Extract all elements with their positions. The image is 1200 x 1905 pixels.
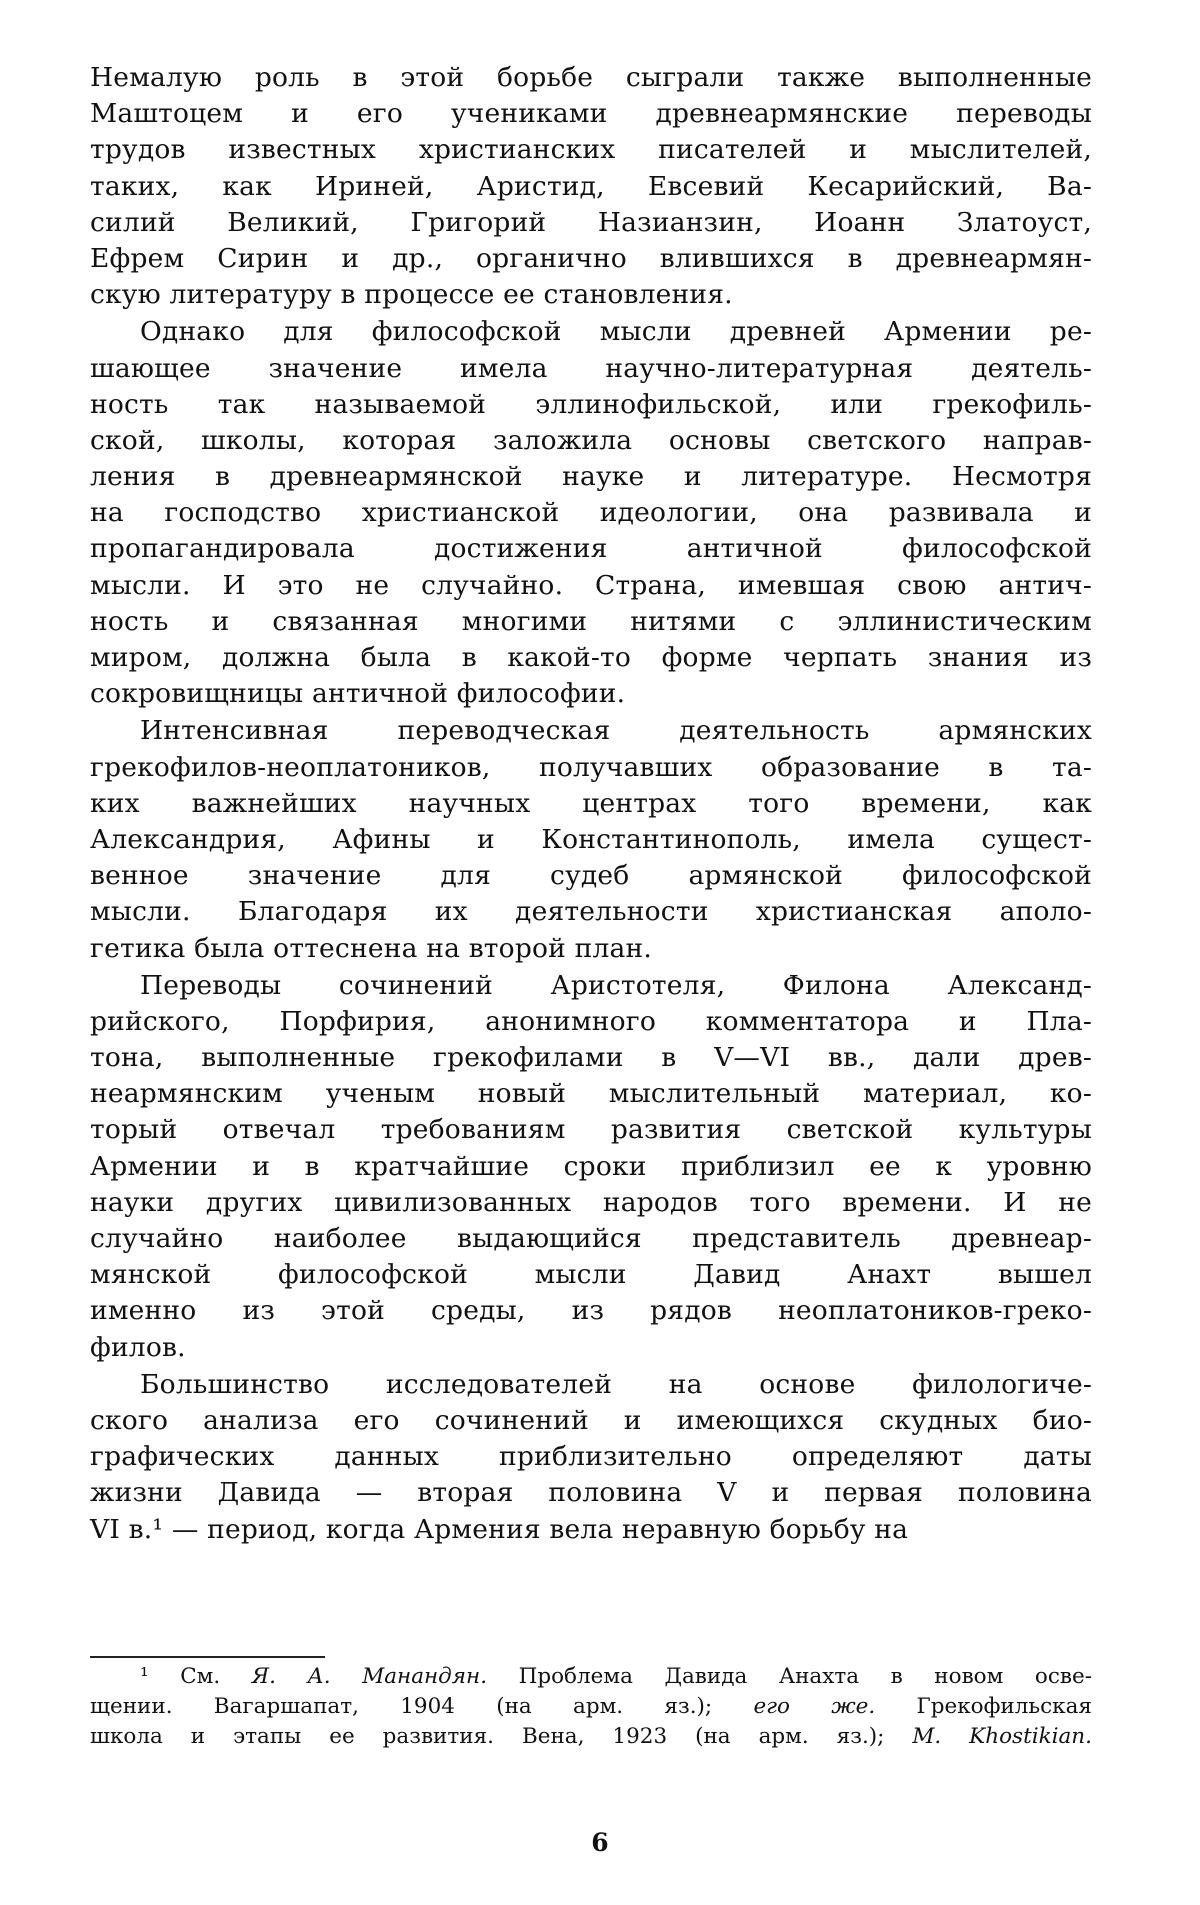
text-line: силий Великий, Григорий Назианзин, Иоанн Златоуст, — [90, 206, 1092, 238]
text-line: ких важнейших научных центрах того времени, как — [90, 787, 1092, 819]
text-line: сокровищницы античной философии. — [90, 678, 626, 710]
text-line: VI в.¹ — период, когда Армения вела неравную борьбу на — [90, 1513, 909, 1545]
text-line: графических данных приблизительно определяют даты — [90, 1441, 1092, 1473]
text-line: Переводы сочинений Аристотеля, Филона Александ- — [140, 969, 1092, 1001]
text-line: мысли. И это не случайно. Страна, имевшая свою антич- — [90, 569, 1092, 601]
text-line: неармянским ученым новый мыслительный материал, ко- — [90, 1078, 1092, 1110]
text-line: филов. — [90, 1331, 186, 1363]
text-line: рийского, Порфирия, анонимного комментатора и Пла- — [90, 1005, 1092, 1037]
text-line: Александрия, Афины и Константинополь, имела сущест- — [90, 823, 1092, 855]
text-line: случайно наиболее выдающийся представитель древнеар- — [90, 1223, 1092, 1254]
text-line: мысли. Благодаря их деятельности христианская аполо- — [90, 896, 1092, 928]
text-line: Однако для философской мысли древней Армении ре- — [140, 316, 1092, 348]
text-line: скую литературу в процессе ее становления. — [90, 279, 733, 311]
text-line: венное значение для судеб армянской философской — [90, 860, 1092, 892]
text-line: ность так называемой эллинофильской, или грекофиль- — [90, 388, 1092, 420]
footnote-line-1: ¹ См. Я. А. Манандян. Проблема Давида Анахта в новом осве- — [140, 1664, 1092, 1689]
text-line: гетика была оттеснена на второй план. — [90, 932, 653, 964]
footnote-author: Я. А. Манандян. — [251, 1664, 488, 1689]
text-line: ления в древнеармянской науке и литературе. Несмотря — [90, 461, 1092, 493]
text-line: ской, школы, которая заложила основы светского направ- — [90, 424, 1092, 456]
text-line: мянской философской мысли Давид Анахт вышел — [90, 1259, 1092, 1291]
footnote-line-2: щении. Вагаршапат, 1904 (на арм. яз.); его же. Грекофильская — [90, 1694, 1092, 1719]
text-line: таких, как Ириней, Аристид, Евсевий Кесарийский, Ва- — [90, 170, 1092, 202]
paragraph — [90, 314, 1092, 712]
page-number: 6 — [591, 1828, 609, 1857]
footnote — [90, 1662, 1092, 1752]
paragraph — [90, 713, 1092, 966]
text-line: Интенсивная переводческая деятельность армянских — [140, 715, 1092, 747]
text-line: на господство христианской идеологии, она развивала и — [90, 497, 1092, 529]
text-line: Большинство исследователей на основе филологиче- — [140, 1368, 1092, 1400]
paragraph — [90, 60, 1092, 313]
paragraph — [90, 968, 1092, 1366]
footnote-divider — [90, 1656, 325, 1658]
text-line: жизни Давида — вторая половина V и первая половина — [90, 1477, 1092, 1509]
text-line: торый отвечал требованиям развития светской культуры — [90, 1114, 1092, 1146]
paragraph — [90, 1367, 1092, 1548]
text-line: Маштоцем и его учениками древнеармянские переводы — [90, 98, 1092, 130]
text-line: грекофилов-неоплатоников, получавших образование в та- — [90, 751, 1092, 783]
text-line: науки других цивилизованных народов того времени. И не — [90, 1186, 1092, 1218]
text-line: трудов известных христианских писателей и мыслителей, — [90, 134, 1092, 166]
text-line: ского анализа его сочинений и имеющихся скудных био- — [90, 1404, 1092, 1436]
text-line: Немалую роль в этой борьбе сыграли также выполненные — [90, 62, 1092, 93]
text-line: пропагандировала достижения античной философской — [90, 533, 1092, 565]
footnote-line-3: школа и этапы ее развития. Вена, 1923 (на арм. яз.); M. Khostikian. — [90, 1724, 1092, 1749]
text-line: Ефрем Сирин и др., органично влившихся в древнеармян- — [90, 242, 1092, 274]
footnote-marker: ¹ — [140, 1664, 149, 1689]
text-line: миром, должна была в какой-то форме черпать знания из — [90, 642, 1092, 673]
text-line: Армении и в кратчайшие сроки приблизил ее к уровню — [90, 1150, 1092, 1182]
text-line: ность и связанная многими нитями с эллинистическим — [90, 605, 1092, 637]
text-line: шающее значение имела научно-литературная деятель- — [90, 352, 1092, 384]
main-text — [90, 60, 1092, 1549]
text-line: именно из этой среды, из рядов неоплатоников-греко- — [90, 1295, 1092, 1327]
text-line: тона, выполненные грекофилами в V—VI вв., дали древ- — [90, 1042, 1092, 1074]
